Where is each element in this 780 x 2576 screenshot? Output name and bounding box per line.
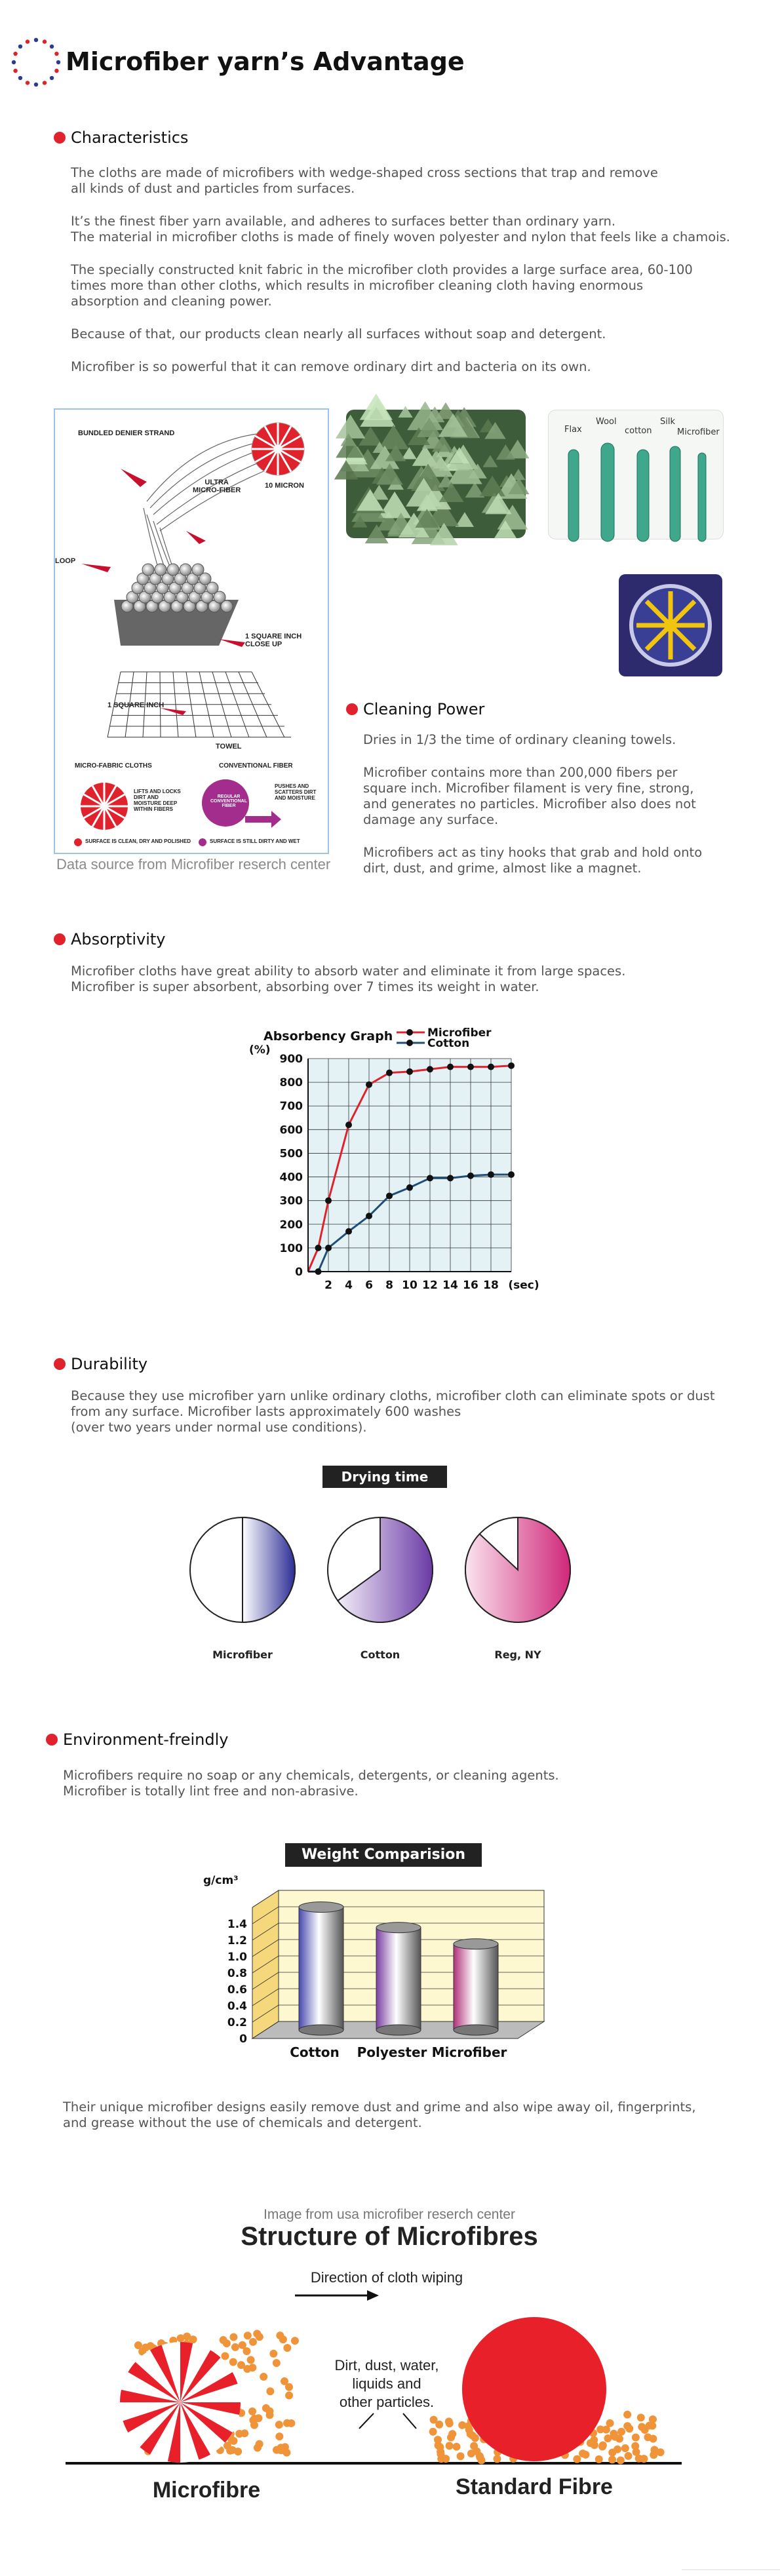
particle-arrow — [403, 2413, 416, 2429]
dirt-particle — [229, 2358, 237, 2366]
standard-fibre-label: Standard Fibre — [456, 2474, 613, 2499]
microfibre-label: Microfibre — [152, 2478, 261, 2503]
y-tick-label: 1.2 — [227, 1934, 247, 1947]
y-tick-label: 400 — [279, 1171, 303, 1184]
y-tick-label: 1.0 — [227, 1951, 247, 1964]
y-axis-label: g/cm³ — [203, 1874, 239, 1887]
x-tick-label: 6 — [365, 1279, 373, 1292]
wiping-direction-label: Direction of cloth wiping — [310, 2269, 463, 2286]
structure-source: Image from usa microfiber reserch center — [263, 2207, 515, 2222]
dirt-particle — [599, 2441, 607, 2449]
absorptivity-text: Microfiber cloths have great ability to absorb water and eliminate it from large spaces. Microfiber is super absorbent, absorbing over 7 times its weight in water. — [71, 964, 626, 994]
dirt-particle — [429, 2428, 437, 2436]
dirt-particle — [458, 2421, 466, 2429]
chart-title: Absorbency Graph — [263, 1029, 393, 1044]
bullet-icon — [54, 933, 66, 945]
xsec-core — [664, 619, 677, 632]
legend-marker — [406, 1029, 413, 1036]
dirt-particle — [637, 2413, 645, 2421]
dirt-particle — [247, 2356, 255, 2364]
label-lifts: LIFTS AND LOCKS DIRT AND MOISTURE DEEP WITHIN FIBERS — [134, 789, 181, 812]
data-point — [406, 1068, 413, 1075]
pie-label: Microfiber — [212, 1649, 273, 1661]
y-tick-label: 700 — [279, 1100, 303, 1114]
dirt-particle — [239, 2341, 246, 2349]
pie-slice — [243, 1517, 295, 1622]
dirt-particle — [283, 2344, 291, 2352]
label-bundled: BUNDLED DENIER STRAND — [78, 429, 175, 437]
data-point — [386, 1192, 393, 1199]
legend-label: Microfiber — [427, 1026, 492, 1040]
fiber-label: Flax — [564, 425, 582, 435]
dirt-particle — [177, 2334, 185, 2342]
pie-label: Reg, NY — [494, 1649, 541, 1661]
dirt-particle — [285, 2391, 293, 2399]
bar — [376, 1928, 421, 2030]
legend-label: Cotton — [427, 1037, 470, 1050]
bullet-icon — [54, 132, 66, 144]
characteristics-heading-text: Characteristics — [71, 128, 189, 147]
dirt-particle — [644, 2433, 652, 2441]
dirt-particle — [447, 2434, 455, 2442]
dirt-particle — [285, 2383, 293, 2391]
paragraph: Dries in 1/3 the time of ordinary cleaning towels. — [363, 732, 676, 747]
dirt-particle — [275, 2421, 283, 2429]
data-point — [315, 1245, 322, 1251]
paragraph: It’s the finest fiber yarn available, and adheres to surfaces better than ordinary yarn. The material in microfiber cloths is made of finely woven polyester and nylon that feels like a chamois. — [71, 214, 730, 244]
y-tick-label: 500 — [279, 1147, 303, 1161]
dirt-particle — [615, 2435, 623, 2443]
y-tick-label: 600 — [279, 1123, 303, 1137]
bar-base — [454, 2025, 498, 2035]
fiber-loop — [155, 564, 166, 576]
dirt-particle — [640, 2455, 648, 2463]
x-tick-label: 14 — [442, 1279, 458, 1292]
dirt-particle — [608, 2455, 616, 2463]
label-clean: SURFACE IS CLEAN, DRY AND POLISHED — [85, 838, 191, 844]
dirt-particle — [430, 2416, 438, 2424]
label-ultra: ULTRA MICRO-FIBER — [193, 478, 241, 494]
dirt-particle — [602, 2426, 610, 2434]
logo-dot — [26, 81, 29, 85]
dirt-particle — [633, 2448, 640, 2456]
data-point — [345, 1122, 352, 1128]
label-regular: REGULAR CONVENTIONAL FIBER — [210, 794, 247, 808]
data-point — [467, 1064, 474, 1070]
data-point — [366, 1082, 372, 1088]
durability-heading — [54, 1355, 147, 1373]
dirt-particle — [223, 2339, 231, 2347]
dirt-particle — [573, 2455, 581, 2463]
label-dirty: SURFACE IS STILL DIRTY AND WET — [210, 838, 300, 844]
bullet-icon — [54, 1358, 66, 1370]
fiber-comparison-photo — [548, 410, 724, 539]
environment-text: Microfibers require no soap or any chemicals, detergents, or cleaning agents. Microfiber is totally lint free and non-abrasive. — [63, 1768, 559, 1799]
fiber-label: Microfiber — [677, 427, 720, 437]
cleaning-heading — [346, 700, 484, 718]
drying-time-chart — [190, 1514, 544, 1665]
dirt-particle — [604, 2434, 612, 2442]
label-loop: LOOP — [55, 557, 76, 565]
data-point — [427, 1175, 433, 1181]
standard-fibre-disc — [462, 2317, 606, 2461]
data-point — [488, 1064, 494, 1070]
dirt-particle — [277, 2444, 284, 2451]
microfiber-closeup-photo — [346, 410, 526, 538]
x-tick-label: 12 — [422, 1279, 438, 1292]
dirt-particle — [446, 2442, 454, 2449]
logo-dot — [50, 45, 54, 49]
dirt-particle — [641, 2426, 649, 2434]
paragraph: Microfiber is so powerful that it can remove ordinary dirt and bacteria on its own. — [71, 359, 591, 374]
bar-top — [376, 1922, 421, 1933]
dirt-particle — [623, 2411, 631, 2419]
dirt-particle — [229, 2333, 237, 2341]
weight-comparison-chart — [190, 1867, 557, 2077]
bar-top — [454, 1939, 498, 1949]
fiber-label: Silk — [660, 417, 676, 427]
dirt-particle — [287, 2419, 295, 2427]
dirt-particle — [142, 2343, 149, 2351]
data-point — [427, 1066, 433, 1072]
y-tick-label: 0.8 — [227, 1967, 247, 1980]
bar — [299, 1907, 343, 2031]
label-micron: 10 MICRON — [265, 482, 304, 490]
y-tick-label: 0.4 — [227, 2000, 247, 2013]
environment-text-2: Their unique microfiber designs easily remove dust and grime and also wipe away oil, fingerprints, and grease without the use of chemicals and detergent. — [63, 2099, 696, 2130]
logo-dot — [54, 52, 58, 56]
pie-label: Cotton — [360, 1649, 400, 1661]
durability-heading-text: Durability — [71, 1355, 148, 1373]
y-tick-label: 200 — [279, 1218, 303, 1232]
durability-text: Because they use microfiber yarn unlike ordinary cloths, microfiber cloth can eliminate spots or dust from any surface. Microfiber lasts approximately 600 washes (over two years under normal use conditions). — [71, 1388, 715, 1435]
dirt-particle — [457, 2452, 465, 2460]
fiber-loop — [180, 564, 191, 576]
data-point — [508, 1063, 515, 1069]
dirt-particle — [221, 2352, 229, 2360]
dirt-particle — [632, 2434, 640, 2442]
paragraph: Microfibers act as tiny hooks that grab and hold onto dirt, dust, and grime, almost like a magnet. — [363, 845, 703, 876]
dirt-particle — [437, 2455, 445, 2463]
dirt-particle — [266, 2387, 274, 2395]
dirt-particle — [235, 2430, 243, 2438]
y-tick-label: 300 — [279, 1194, 303, 1208]
crystal-shape — [456, 512, 474, 527]
y-tick-label: 0 — [295, 1266, 303, 1279]
arrow-head — [367, 2290, 379, 2301]
microfiber-diagram — [54, 408, 329, 854]
bullet-icon — [346, 703, 358, 715]
label-square2: 1 SQUARE INCH — [107, 701, 165, 709]
bar-base — [299, 2025, 343, 2035]
dirt-particle — [471, 2434, 479, 2442]
dirt-particle — [608, 2449, 616, 2457]
x-tick-label: 16 — [463, 1279, 478, 1292]
paragraph: The specially constructed knit fabric in the microfiber cloth provides a large surface area, 60-100 times more than other cloths, which results in microfiber cleaning cloth having enormous absorption and cleaning power. — [71, 262, 693, 309]
dirt-particle — [625, 2452, 633, 2460]
fiber-loop — [192, 564, 204, 576]
bullet-icon — [46, 1734, 58, 1746]
dirt-particle — [452, 2443, 460, 2451]
y-axis-label: (%) — [249, 1044, 271, 1057]
dirt-particle — [229, 2437, 237, 2445]
dirt-particle — [253, 2330, 261, 2337]
logo-dot — [50, 76, 54, 80]
x-tick-label: Microfiber — [431, 2044, 507, 2060]
page-title: Microfiber yarn’s Advantage — [66, 47, 465, 76]
dirt-particle — [275, 2432, 283, 2440]
data-point — [325, 1198, 332, 1204]
y-tick-label: 0 — [239, 2033, 247, 2046]
data-point — [447, 1064, 454, 1070]
fiber-loop — [167, 564, 179, 576]
logo-dot — [13, 69, 17, 73]
x-tick-label: 8 — [385, 1279, 393, 1292]
logo-dot — [12, 60, 16, 64]
dirt-particle — [595, 2455, 603, 2463]
dirt-particle — [467, 2449, 475, 2457]
dirt-particle — [617, 2428, 625, 2436]
dirt-particle — [262, 2404, 270, 2412]
data-point — [366, 1213, 372, 1219]
weight-comparison-title: Weight Comparision — [285, 1843, 482, 1867]
label-towel: TOWEL — [216, 743, 242, 751]
diagram-caption: Data source from Microfiber reserch center — [56, 856, 331, 872]
y-tick-label: 0.2 — [227, 2016, 247, 2029]
paragraph: The cloths are made of microfibers with wedge-shaped cross sections that trap and remove all kinds of dust and particles from surfaces. — [71, 165, 658, 196]
dirt-particle — [494, 2455, 501, 2463]
characteristics-heading — [54, 128, 188, 147]
dirt-particle — [470, 2442, 478, 2450]
y-tick-label: 900 — [279, 1053, 303, 1066]
dirt-particle — [291, 2337, 299, 2345]
logo-dot — [43, 81, 47, 85]
y-tick-label: 800 — [279, 1076, 303, 1090]
environment-heading — [46, 1730, 228, 1749]
dirt-particle — [249, 2416, 257, 2424]
dirt-particle — [244, 2332, 252, 2339]
cleaning-text — [363, 732, 756, 893]
dirt-particle — [243, 2365, 251, 2373]
crystal-shape — [482, 455, 497, 467]
dirt-particle — [248, 2408, 256, 2415]
dirt-particle — [273, 2359, 281, 2367]
dirt-particle — [579, 2449, 587, 2457]
absorptivity-heading — [54, 930, 166, 948]
drying-time-title: Drying time — [322, 1466, 447, 1488]
characteristics-text — [71, 165, 766, 392]
label-pushes: PUSHES AND SCATTERS DIRT AND MOISTURE — [275, 783, 317, 801]
data-point — [508, 1171, 515, 1178]
dirt-particle — [260, 2373, 267, 2381]
bar-top — [299, 1902, 343, 1913]
environment-heading-text: Environment-freindly — [63, 1730, 229, 1749]
logo-dot — [26, 39, 29, 43]
y-tick-label: 100 — [279, 1241, 303, 1255]
logo-dot — [54, 69, 58, 73]
data-point — [447, 1175, 454, 1181]
dirt-particle — [231, 2343, 239, 2351]
dirt-particle — [621, 2444, 629, 2452]
dirt-particle — [266, 2411, 274, 2419]
logo-dot — [34, 83, 38, 87]
logo-dot — [43, 39, 47, 43]
logo-dot — [56, 60, 60, 64]
dirt-particle — [445, 2417, 453, 2425]
structure-title: Structure of Microfibres — [241, 2222, 538, 2251]
bar-base — [376, 2025, 421, 2035]
logo-dot — [18, 45, 22, 49]
particles-label: Dirt, dust, water, liquids and other particles. — [334, 2357, 439, 2410]
y-tick-label: 1.4 — [227, 1918, 247, 1931]
crystal-shape — [378, 425, 409, 449]
logo-dot — [34, 38, 38, 42]
fiber-label: Wool — [596, 417, 617, 427]
x-tick-label: 10 — [402, 1279, 418, 1292]
data-point — [467, 1173, 474, 1179]
fiber-loop — [142, 564, 154, 576]
data-point — [406, 1184, 413, 1191]
cleaning-heading-text: Cleaning Power — [363, 700, 485, 718]
particle-arrow — [359, 2413, 374, 2429]
label-square: 1 SQUARE INCH CLOSE UP — [245, 633, 302, 648]
dirt-particle — [256, 2440, 263, 2448]
crystal-shape — [360, 393, 393, 420]
data-point — [386, 1070, 393, 1076]
paragraph: Microfiber contains more than 200,000 fibers per square inch. Microfiber filament is very fine, strong, and generates no particles. Microfiber also does not damage any surface. — [363, 765, 696, 827]
x-tick-label: 4 — [345, 1279, 353, 1292]
x-axis-label: (sec) — [508, 1279, 539, 1292]
dirt-particle — [617, 2457, 625, 2465]
dirt-particle — [587, 2439, 595, 2447]
x-tick-label: 18 — [483, 1279, 499, 1292]
crystal-shape — [398, 406, 412, 418]
x-tick-label: Polyester — [357, 2044, 427, 2060]
x-tick-label: 2 — [324, 1279, 332, 1292]
label-conv: CONVENTIONAL FIBER — [219, 762, 293, 770]
dirt-particle — [657, 2448, 665, 2456]
dirt-particle — [276, 2332, 284, 2339]
absorptivity-heading-text: Absorptivity — [71, 930, 166, 948]
fiber-cross-section-photo — [619, 574, 722, 676]
legend-marker — [406, 1040, 413, 1046]
logo-dot — [13, 52, 17, 56]
x-tick-label: Cotton — [290, 2044, 340, 2060]
absorbency-graph — [249, 1019, 539, 1301]
y-tick-label: 0.6 — [227, 1983, 247, 1997]
data-point — [325, 1245, 332, 1251]
divider — [682, 2569, 780, 2570]
paragraph: Because of that, our products clean nearly all surfaces without soap and detergent. — [71, 326, 606, 342]
logo-dots-icon — [7, 33, 66, 92]
bar — [454, 1944, 498, 2030]
dirt-particle — [249, 2338, 257, 2346]
dirt-particle — [269, 2350, 277, 2358]
dirt-particle — [189, 2335, 197, 2343]
dirt-particle — [435, 2442, 442, 2449]
label-mf-cloths: MICRO-FABRIC CLOTHS — [75, 762, 152, 770]
dirt-particle — [650, 2451, 657, 2459]
data-point — [345, 1228, 352, 1235]
dirt-particle — [623, 2422, 631, 2430]
logo-dot — [18, 76, 22, 80]
data-point — [488, 1171, 494, 1178]
fiber-label: cotton — [625, 426, 652, 436]
